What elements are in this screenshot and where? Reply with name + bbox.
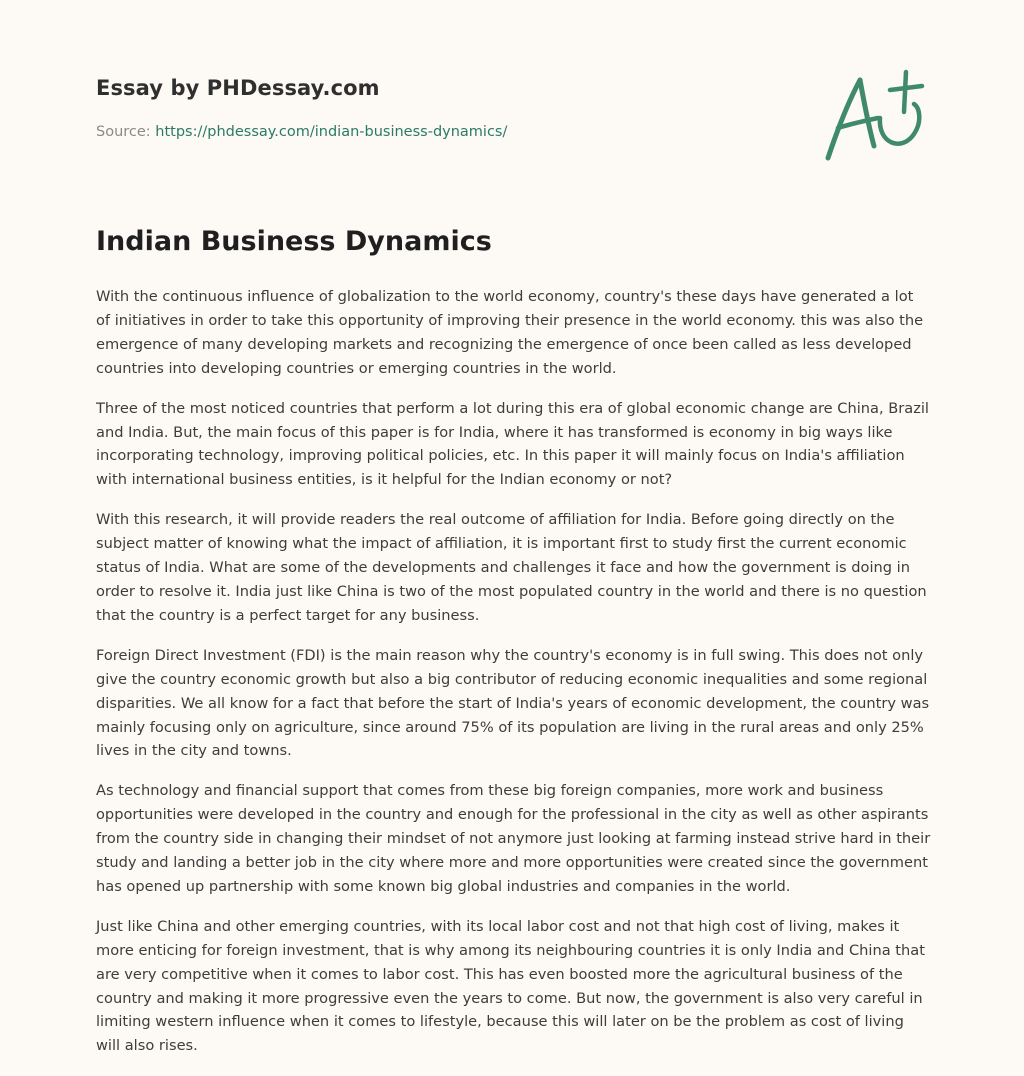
essay-paragraph: Just like China and other emerging countries, with its local labor cost and not that high cost of living, makes it more enticing for foreign investment, that is why among its neighbouring countries it is only India and China that are very competitive when it comes to labor cost. This has even boosted more the agricultural business of the country and making it more progressive even the years to come. But now, the government is also very careful in limiting western influence when it comes to lifestyle, because this will later on be the problem as cost of living will also rises. bbox=[96, 917, 925, 1055]
essay-paragraph: With this research, it will provide readers the real outcome of affiliation for India. Before going directly on the subject matter of knowing what the impact of affiliation, it is important first to study first the current economic status of India. What are some of the developments and challenges it face and how the government is doing in order to resolve it. India just like China is two of the most populated country in the world and there is no question that the country is a perfect target for any business. bbox=[96, 511, 927, 624]
essay-paragraph: Three of the most noticed countries that perform a lot during this era of global economic change are China, Brazil and India. But, the main focus of this paper is for India, where it has transformed is economy in big ways like incorporating technology, improving political policies, etc. In this paper it will mainly focus on India's affiliation with international business entities, is it helpful for the Indian economy or not? bbox=[96, 399, 929, 489]
essay-body bbox=[96, 285, 932, 1074]
source-label: Source: bbox=[96, 124, 151, 140]
essay-paragraph: With the continuous influence of globalization to the world economy, country's these days have generated a lot of initiatives in order to take this opportunity of improving their presence in the world economy. this was also the emergence of many developing markets and recognizing the emergence of once been called as less developed countries into developing countries or emerging countries in the world. bbox=[96, 288, 924, 377]
essay-paragraph: As technology and financial support that comes from these big foreign companies, more work and business opportunities were developed in the country and enough for the professional in the city as well as other aspirants from the country side in changing their mindset of not anymore just looking at farming instead strive hard in their study and landing a better job in the city where more and more opportunities were created since the government has opened up partnership with some known big global industries and companies in the world. bbox=[96, 782, 931, 895]
site-title: Essay by PHDessay.com bbox=[96, 76, 380, 100]
essay-paragraph: Foreign Direct Investment (FDI) is the main reason why the country's economy is in full swing. This does not only give the country economic growth but also a big contributor of reducing economic inequalities and some regional disparities. We all know for a fact that before the start of India's years of economic development, the country was mainly focusing only on agriculture, since around 75% of its population are living in the rural areas and only 25% lives in the city and towns. bbox=[96, 646, 930, 760]
source-link[interactable]: https://phdessay.com/indian-business-dynamics/ bbox=[155, 124, 508, 140]
a-plus-grade-icon bbox=[818, 66, 928, 166]
essay-title: Indian Business Dynamics bbox=[96, 226, 492, 257]
source-line bbox=[96, 124, 507, 140]
